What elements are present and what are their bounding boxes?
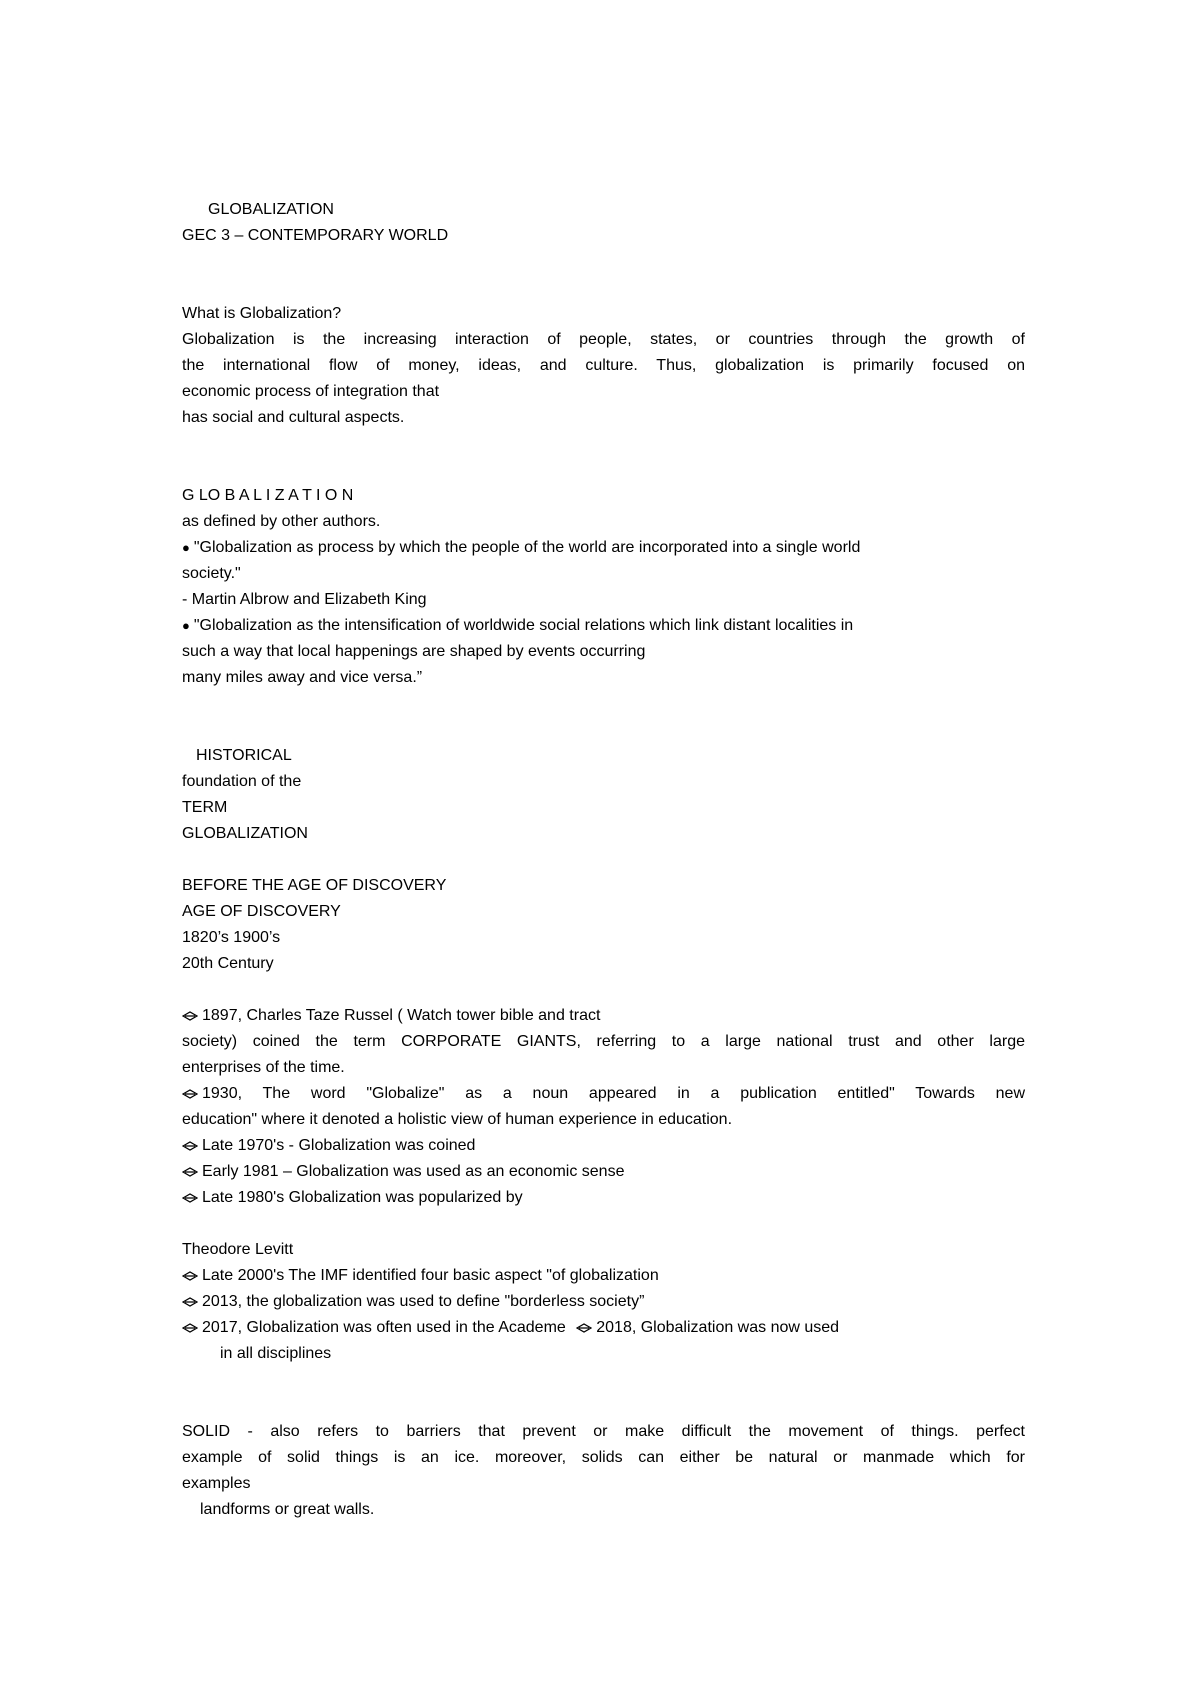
- star-bullet-icon: [182, 1167, 198, 1177]
- quote-1-line: society.": [182, 565, 241, 582]
- quote-2-line: many miles away and vice versa.”: [182, 669, 423, 686]
- definition-line: Globalization is the increasing interaction of people, states, or countries through the growth of: [182, 331, 1025, 348]
- timeline-text: Late 1970's - Globalization was coined: [202, 1137, 476, 1154]
- timeline-text: Late 2000's The IMF identified four basic aspect "of globalization: [202, 1267, 659, 1284]
- star-bullet-icon: [182, 1271, 198, 1281]
- timeline-text: Theodore Levitt: [182, 1241, 294, 1258]
- solid-paragraph-line: SOLID - also refers to barriers that prevent or make difficult the movement of things. perfect: [182, 1423, 1025, 1440]
- star-bullet-icon: [182, 1011, 198, 1021]
- definition-line: has social and cultural aspects.: [182, 409, 405, 426]
- star-bullet-icon: [576, 1323, 592, 1333]
- historical-heading: TERM: [182, 799, 228, 816]
- timeline-text: 2018, Globalization was now used: [596, 1319, 840, 1336]
- historical-heading: foundation of the: [182, 773, 302, 790]
- quote-1-attribution: - Martin Albrow and Elizabeth King: [182, 591, 427, 608]
- star-bullet-icon: [182, 1089, 198, 1099]
- quote-text: "Globalization as process by which the people of the world are incorporated into a single world: [193, 539, 861, 556]
- timeline-text: enterprises of the time.: [182, 1059, 345, 1076]
- timeline-item: [182, 1318, 839, 1338]
- timeline-item: [182, 1188, 523, 1208]
- timeline-text: 2013, the globalization was used to define "borderless society”: [202, 1293, 645, 1310]
- authors-subheading: as defined by other authors.: [182, 513, 381, 530]
- star-bullet-icon: [182, 1141, 198, 1151]
- star-bullet-icon: [182, 1193, 198, 1203]
- definition-line: economic process of integration that: [182, 383, 440, 400]
- quote-1-line: [182, 538, 860, 558]
- historical-heading: HISTORICAL: [196, 747, 292, 764]
- timeline-item: [182, 1162, 624, 1182]
- timeline-item: [182, 1266, 659, 1286]
- definition-line: the international flow of money, ideas, and culture. Thus, globalization is primarily focused on: [182, 357, 1025, 374]
- timeline-item: [182, 1084, 1025, 1104]
- authors-heading: G LO B A L I Z A T I O N: [182, 487, 354, 504]
- quote-text: "Globalization as the intensification of worldwide social relations which link distant localities in: [193, 617, 854, 634]
- timeline-text: in all disciplines: [220, 1345, 332, 1362]
- star-bullet-icon: [182, 1323, 198, 1333]
- timeline-text: 1897, Charles Taze Russel ( Watch tower bible and tract: [202, 1007, 601, 1024]
- timeline-text: 1930, The word "Globalize" as a noun appeared in a publication entitled" Towards new: [202, 1085, 1025, 1102]
- timeline-text: society) coined the term CORPORATE GIANTS, referring to a large national trust and other large: [182, 1033, 1025, 1050]
- bullet-icon: ●: [182, 540, 190, 555]
- historical-heading: GLOBALIZATION: [182, 825, 308, 842]
- document-title: GLOBALIZATION: [208, 201, 334, 218]
- period-item: 20th Century: [182, 955, 274, 972]
- solid-paragraph-line: landforms or great walls.: [200, 1501, 375, 1518]
- timeline-item: [182, 1292, 644, 1312]
- quote-2-line: such a way that local happenings are shaped by events occurring: [182, 643, 646, 660]
- definition-question: What is Globalization?: [182, 305, 342, 322]
- timeline-text: Late 1980's Globalization was popularized by: [202, 1189, 523, 1206]
- period-item: AGE OF DISCOVERY: [182, 903, 341, 920]
- period-item: 1820’s 1900’s: [182, 929, 281, 946]
- quote-2-line: [182, 616, 853, 636]
- timeline-item: [182, 1006, 600, 1026]
- timeline-text: 2017, Globalization was often used in the Academe: [202, 1319, 566, 1336]
- period-item: BEFORE THE AGE OF DISCOVERY: [182, 877, 447, 894]
- timeline-item: [182, 1136, 475, 1156]
- timeline-text: Early 1981 – Globalization was used as an economic sense: [202, 1163, 625, 1180]
- course-title: GEC 3 – CONTEMPORARY WORLD: [182, 227, 449, 244]
- timeline-text: education" where it denoted a holistic view of human experience in education.: [182, 1111, 733, 1128]
- star-bullet-icon: [182, 1297, 198, 1307]
- solid-paragraph-line: example of solid things is an ice. moreover, solids can either be natural or manmade which for: [182, 1449, 1025, 1466]
- bullet-icon: ●: [182, 618, 190, 633]
- solid-paragraph-line: examples: [182, 1475, 251, 1492]
